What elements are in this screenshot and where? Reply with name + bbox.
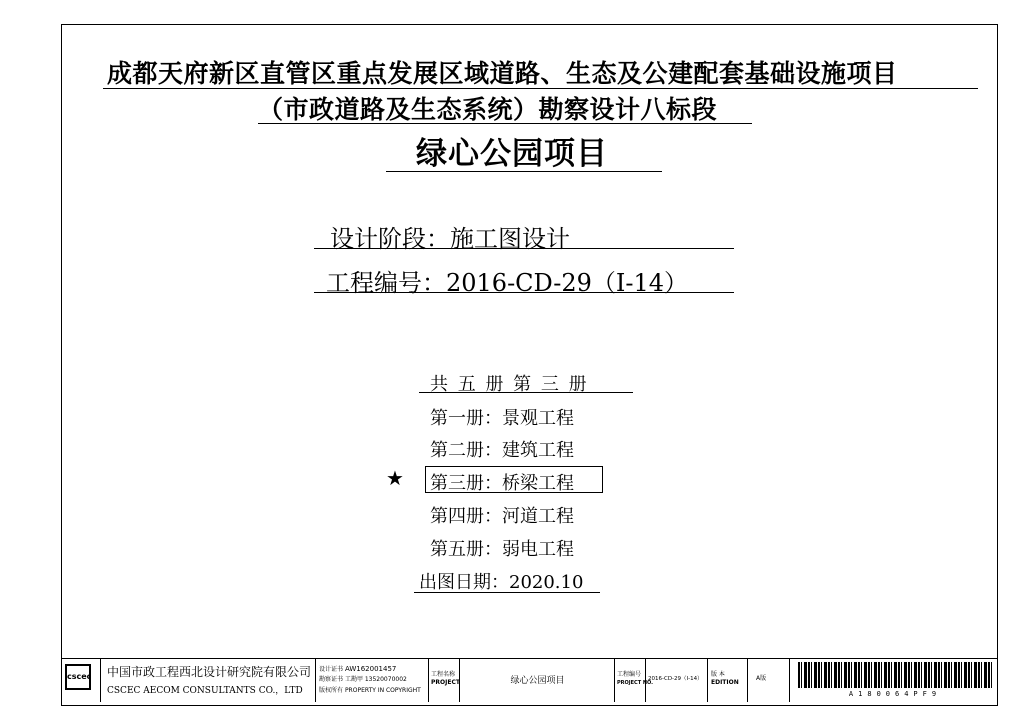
volume-item: 第四册：河道工程 bbox=[430, 506, 574, 527]
volume-item: 第一册：景观工程 bbox=[430, 408, 574, 429]
divider bbox=[419, 392, 633, 393]
project-value-cell bbox=[460, 658, 615, 702]
projno-value: 2016-CD-29（Ⅰ-14） bbox=[648, 676, 703, 682]
volumes-heading: 共 五 册 第 三 册 bbox=[430, 374, 587, 395]
company-name-cn: 中国市政工程西北设计研究院有限公司 bbox=[107, 665, 312, 679]
cert-value: 工勘甲 13520070002 bbox=[344, 676, 407, 683]
project-label-cn: 工程名称 bbox=[431, 671, 456, 678]
projno-label-cell bbox=[615, 658, 654, 702]
divider bbox=[314, 292, 734, 293]
divider bbox=[386, 171, 662, 172]
company-name-en: CSCEC AECOM CONSULTANTS CO.，LTD bbox=[107, 686, 303, 696]
design-stage: 设计阶段：施工图设计 bbox=[330, 225, 570, 253]
title-block bbox=[61, 658, 998, 702]
issue-date: 出图日期：2020.10 bbox=[419, 572, 584, 593]
edition-value: A版 bbox=[756, 675, 767, 682]
edition-value-cell bbox=[748, 658, 790, 702]
divider bbox=[414, 592, 600, 593]
cert-value: AW162001457 bbox=[344, 665, 397, 673]
company-logo-icon: cscec bbox=[65, 664, 91, 690]
cert-value: PROPERTY IN COPYRIGHT bbox=[344, 687, 421, 694]
project-number: 工程编号：2016-CD-29（Ⅰ-14） bbox=[326, 269, 689, 297]
project-name: 绿心公园项目 bbox=[416, 136, 608, 172]
project-label-en: PROJECT bbox=[431, 679, 460, 686]
divider bbox=[103, 88, 978, 89]
project-label-cell bbox=[429, 658, 460, 702]
volume-item: 第二册：建筑工程 bbox=[430, 440, 574, 461]
edition-label-cn: 版 本 bbox=[711, 671, 725, 678]
company-cell bbox=[101, 658, 316, 702]
volume-item: 第五册：弱电工程 bbox=[430, 539, 574, 560]
star-icon: ★ bbox=[386, 466, 404, 490]
cert-label: 版权所有 bbox=[319, 687, 344, 694]
cert-cell bbox=[316, 658, 429, 702]
edition-label-cell bbox=[708, 658, 748, 702]
title-line-1: 成都天府新区直管区重点发展区域道路、生态及公建配套基础设施项目 bbox=[107, 59, 898, 88]
divider bbox=[314, 248, 734, 249]
divider bbox=[258, 123, 752, 124]
barcode-text: A180064PF9 bbox=[848, 690, 942, 698]
cert-label: 勘察证书 bbox=[319, 676, 344, 683]
projno-label-en: PROJECT NO. bbox=[617, 680, 654, 686]
logo-cell bbox=[61, 658, 101, 702]
project-value: 绿心公园项目 bbox=[510, 676, 565, 686]
projno-value-cell bbox=[646, 658, 708, 702]
cert-label: 设计证书 bbox=[319, 666, 344, 673]
volume-item-current: 第三册：桥梁工程 bbox=[430, 473, 574, 494]
projno-label-cn: 工程编号 bbox=[617, 671, 642, 678]
title-line-2: （市政道路及生态系统）勘察设计八标段 bbox=[258, 95, 718, 124]
edition-label-en: EDITION bbox=[711, 679, 739, 686]
drawing-frame bbox=[61, 24, 998, 706]
barcode-image bbox=[798, 662, 992, 688]
